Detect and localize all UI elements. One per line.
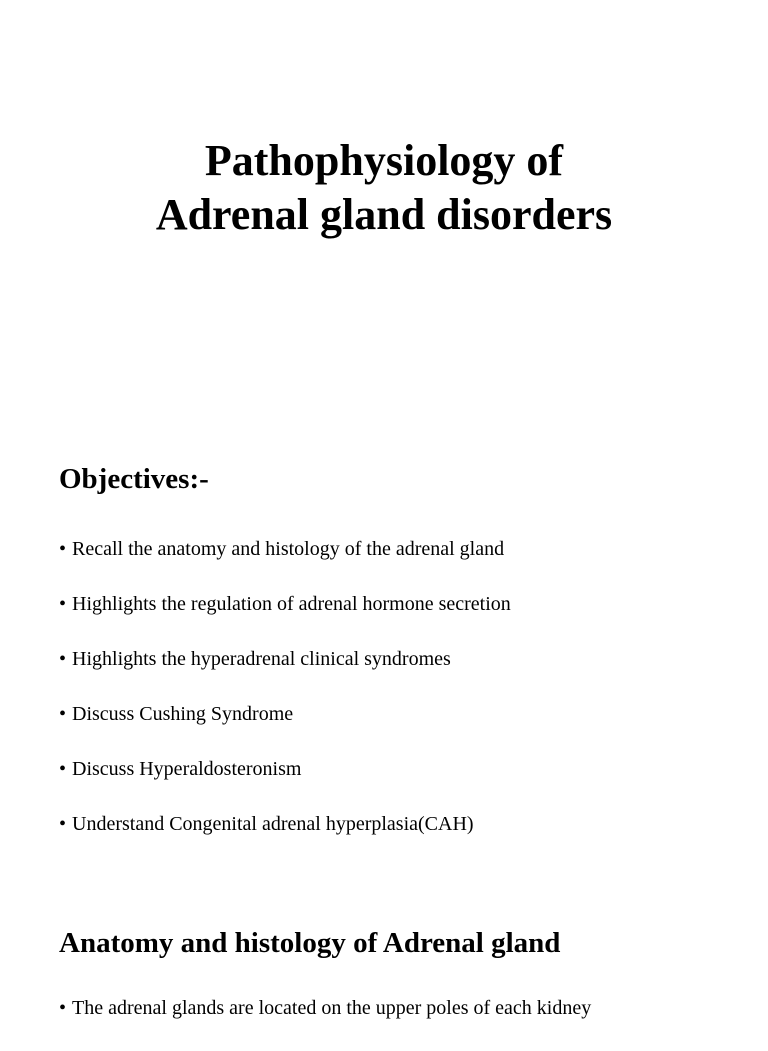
document-title-line-1: Pathophysiology of (204, 136, 564, 185)
objective-text: Discuss Cushing Syndrome (72, 703, 294, 725)
objective-text: Highlights the hyperadrenal clinical syndromes (72, 648, 451, 670)
objectives-list (59, 537, 511, 867)
objective-item (59, 647, 511, 671)
bullet-icon: • (59, 593, 67, 615)
objective-text: Highlights the regulation of adrenal hormone secretion (72, 593, 511, 615)
bullet-icon: • (59, 703, 67, 725)
objective-item (59, 592, 511, 616)
bullet-icon: • (59, 538, 67, 560)
bullet-icon: • (59, 648, 67, 670)
objective-item (59, 702, 511, 726)
document-title (0, 134, 768, 242)
bullet-icon: • (59, 758, 67, 780)
anatomy-text: The adrenal glands are located on the upper poles of each kidney (72, 997, 592, 1019)
objectives-heading: Objectives:- (59, 463, 209, 495)
objective-text: Understand Congenital adrenal hyperplasia(CAH) (72, 813, 474, 835)
objective-text: Discuss Hyperaldosteronism (72, 758, 302, 780)
anatomy-heading: Anatomy and histology of Adrenal gland (59, 927, 561, 959)
bullet-icon: • (59, 997, 67, 1019)
anatomy-item (59, 996, 591, 1020)
bullet-icon: • (59, 813, 67, 835)
objective-text: Recall the anatomy and histology of the adrenal gland (72, 538, 505, 560)
document-title-line-2: Adrenal gland disorders (155, 190, 613, 239)
objective-item (59, 812, 511, 836)
objective-item (59, 537, 511, 561)
objective-item (59, 757, 511, 781)
